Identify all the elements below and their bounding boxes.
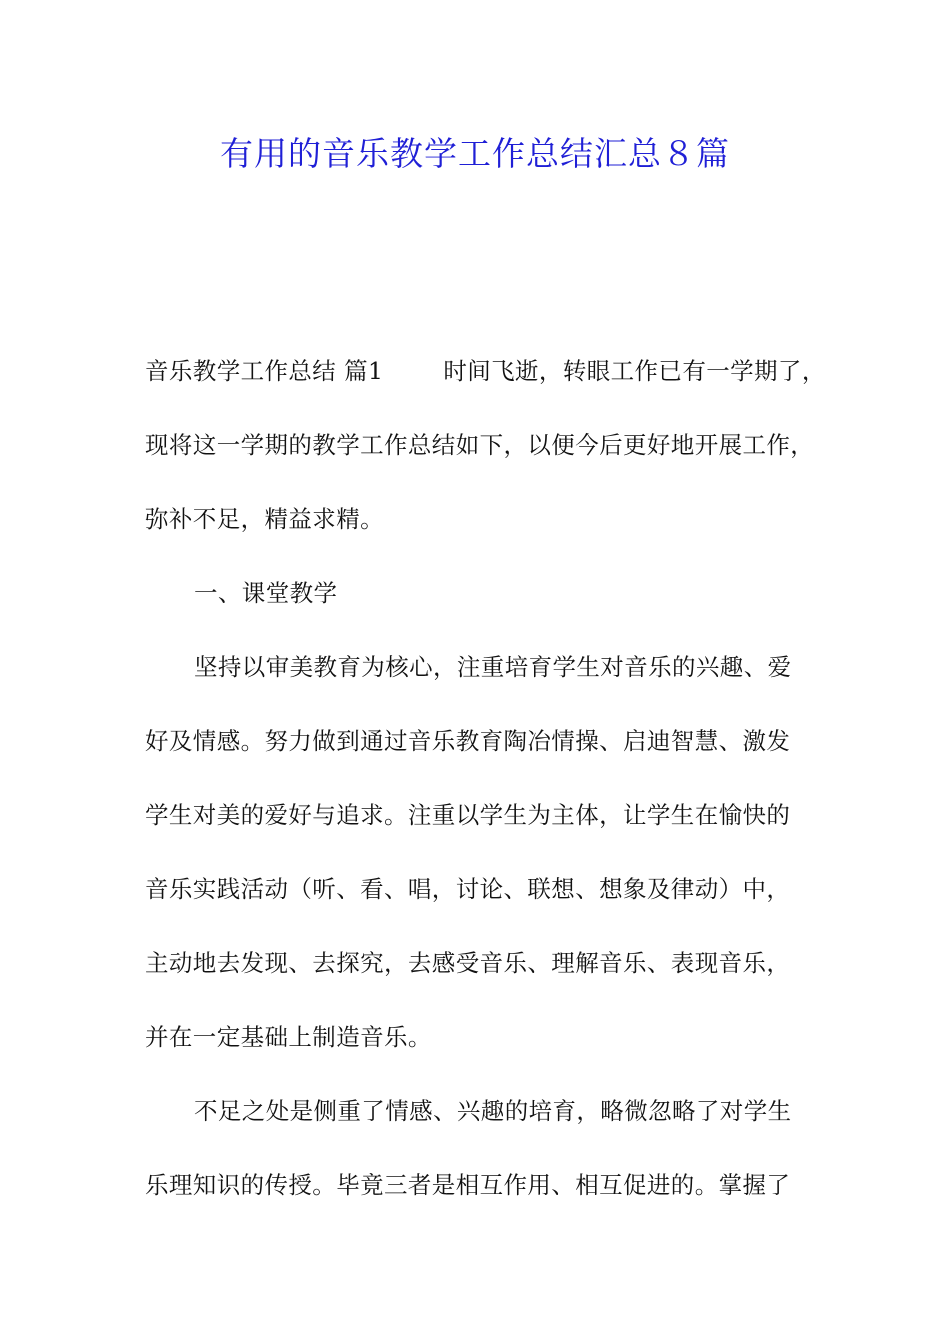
paragraph-line: 不足之处是侧重了情感、兴趣的培育，略微忽略了对学生 xyxy=(194,1097,792,1125)
paragraph-line: 弥补不足，精益求精。 xyxy=(145,505,384,533)
paragraph-line: 乐理知识的传授。毕竟三者是相互作用、相互促进的。掌握了 xyxy=(145,1171,791,1199)
document-title: 有用的音乐教学工作总结汇总８篇 xyxy=(220,134,730,173)
document-body xyxy=(145,334,835,1222)
paragraph-line: 好及情感。努力做到通过音乐教育陶冶情操、启迪智慧、激发 xyxy=(145,727,791,755)
section-heading: 音乐教学工作总结 篇1 xyxy=(145,357,384,385)
paragraph-line: 主动地去发现、去探究，去感受音乐、理解音乐、表现音乐， xyxy=(145,949,791,977)
paragraph-line: 学生对美的爱好与追求。注重以学生为主体，让学生在愉快的 xyxy=(145,801,791,829)
paragraph-line: 音乐实践活动（听、看、唱，讨论、联想、想象及律动）中， xyxy=(145,875,791,903)
paragraph-line: 并在一定基础上制造音乐。 xyxy=(145,1023,432,1051)
paragraph-text: 时间飞逝，转眼工作已有一学期了， xyxy=(443,357,826,385)
paragraph-line: 坚持以审美教育为核心，注重培育学生对音乐的兴趣、爱 xyxy=(194,653,792,681)
paragraph-line: 现将这一学期的教学工作总结如下，以便今后更好地开展工作， xyxy=(145,431,815,459)
paragraph-line xyxy=(145,334,835,408)
subheading-classroom-teaching: 一、课堂教学 xyxy=(194,579,338,607)
